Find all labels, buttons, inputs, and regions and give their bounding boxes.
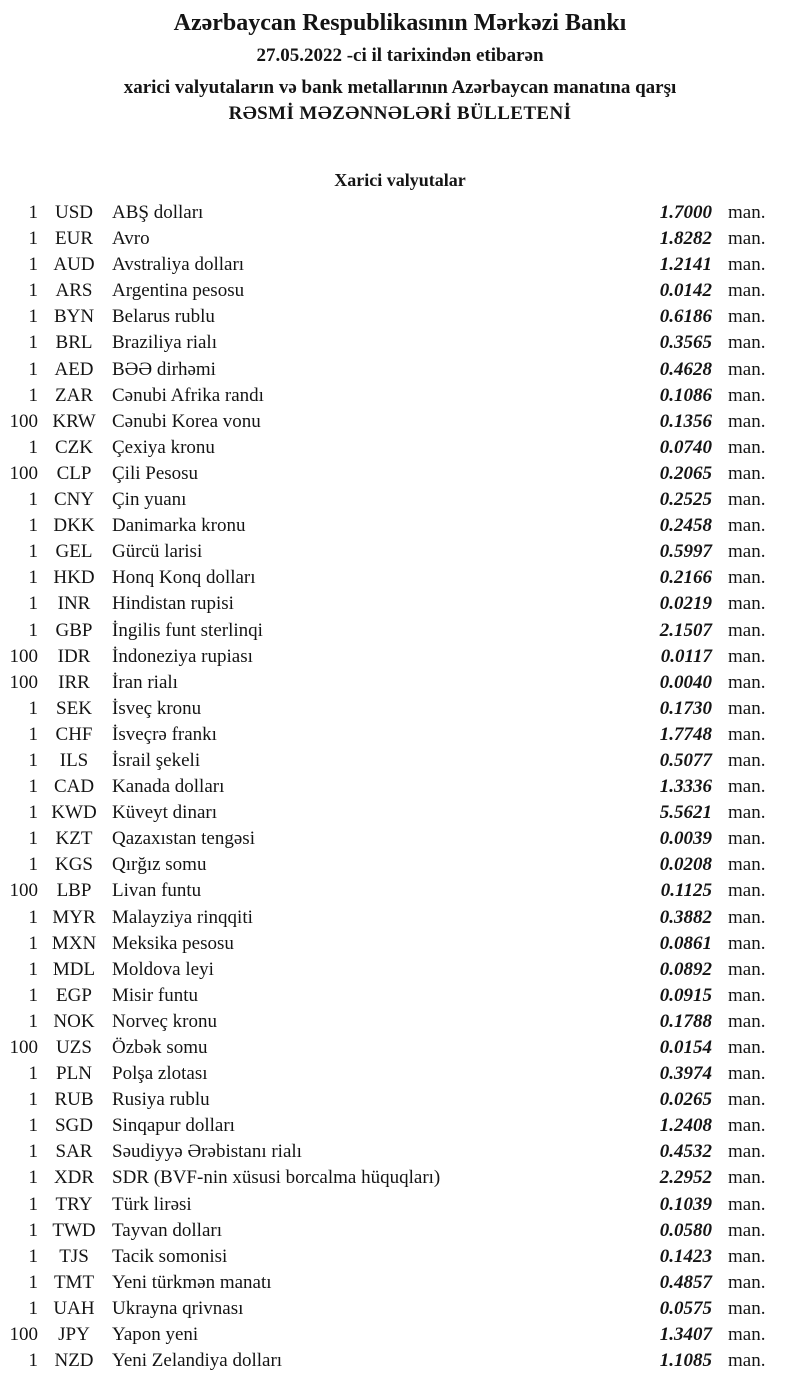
unit-label: man.: [728, 671, 766, 693]
unit-label: man.: [728, 723, 766, 745]
currency-code: BRL: [55, 332, 93, 354]
currency-name: Tayvan dolları: [112, 1219, 222, 1241]
unit-label: man.: [728, 1089, 766, 1111]
unit-label: man.: [728, 1350, 766, 1372]
nominal-amount: 100: [9, 410, 38, 432]
unit-label: man.: [728, 645, 766, 667]
rate-row: [0, 1009, 800, 1035]
currency-name: BƏƏ dirhəmi: [112, 358, 216, 380]
currency-name: İsveçrə frankı: [112, 723, 217, 745]
rate-row: [0, 644, 800, 670]
rate-value: 0.0154: [659, 1037, 712, 1058]
rate-row: [0, 1113, 800, 1139]
currency-name: Avstraliya dolları: [112, 254, 245, 276]
rate-value: 2.2952: [659, 1167, 712, 1189]
section-title-foreign-currencies: Xarici valyutalar: [334, 170, 466, 190]
effective-date-line: 27.05.2022 -ci il tarixindən etibarən: [256, 45, 544, 66]
unit-label: man.: [728, 410, 766, 432]
currency-name: Avro: [112, 228, 150, 250]
unit-label: man.: [728, 1115, 766, 1137]
unit-label: man.: [728, 254, 766, 276]
nominal-amount: 1: [28, 358, 38, 380]
currency-code: KRW: [52, 410, 96, 432]
rate-value: 0.1356: [659, 410, 712, 432]
currency-name: Özbək somu: [112, 1037, 208, 1058]
nominal-amount: 1: [28, 1193, 38, 1215]
currency-name: Norveç kronu: [112, 1010, 217, 1032]
currency-code: MXN: [51, 932, 97, 954]
unit-label: man.: [728, 202, 766, 223]
unit-label: man.: [728, 1141, 766, 1163]
currency-code: UZS: [56, 1037, 92, 1058]
nominal-amount: 100: [9, 1037, 38, 1058]
rate-row: [0, 1322, 800, 1348]
currency-code: CNY: [53, 489, 95, 511]
nominal-amount: 1: [28, 854, 38, 876]
rate-row: [0, 565, 800, 591]
currency-name: Cənubi Afrika randı: [112, 384, 264, 406]
rate-value: 0.0039: [659, 828, 712, 850]
rate-value: 0.5077: [659, 749, 712, 771]
nominal-amount: 1: [28, 1115, 38, 1137]
unit-label: man.: [728, 1167, 766, 1189]
rate-value: 0.4857: [659, 1271, 712, 1293]
currency-code: UAH: [53, 1297, 95, 1319]
rate-value: 1.8282: [659, 228, 712, 250]
rate-value: 1.1085: [659, 1350, 712, 1372]
currency-name: Argentina pesosu: [112, 280, 245, 302]
nominal-amount: 1: [28, 306, 38, 328]
unit-label: man.: [728, 228, 766, 250]
nominal-amount: 1: [28, 1141, 38, 1163]
rate-value: 0.4532: [659, 1141, 712, 1163]
nominal-amount: 100: [9, 462, 38, 484]
rate-row: [0, 461, 800, 487]
rate-value: 0.0117: [660, 645, 712, 667]
currency-code: CAD: [53, 776, 95, 798]
unit-label: man.: [728, 1219, 766, 1241]
nominal-amount: 1: [28, 384, 38, 406]
subtitle-line: xarici valyutaların və bank metallarının Azərbaycan manatına qarşı: [123, 77, 677, 98]
currency-name: ABŞ dolları: [112, 202, 204, 223]
rate-value: 0.0142: [659, 280, 712, 302]
currency-code: MYR: [52, 906, 96, 928]
rate-row: [0, 931, 800, 957]
currency-code: NOK: [53, 1010, 95, 1032]
currency-name: Sinqapur dolları: [112, 1115, 235, 1137]
nominal-amount: 1: [28, 619, 38, 641]
currency-name: Hindistan rupisi: [112, 593, 234, 615]
nominal-amount: 1: [28, 332, 38, 354]
currency-name: Moldova leyi: [112, 958, 214, 980]
currency-code: TJS: [59, 1245, 89, 1267]
rate-row: [0, 800, 800, 826]
rate-value: 1.2408: [659, 1115, 712, 1137]
currency-code: GBP: [55, 619, 93, 641]
nominal-amount: 1: [28, 515, 38, 537]
rate-row: [0, 304, 800, 330]
rate-row: [0, 1218, 800, 1244]
currency-name: İsrail şekeli: [112, 749, 201, 771]
exchange-rates-table: [0, 200, 800, 1374]
rate-row: [0, 278, 800, 304]
currency-code: IDR: [57, 645, 91, 667]
rate-row: [0, 357, 800, 383]
unit-label: man.: [728, 880, 766, 902]
nominal-amount: 100: [9, 671, 38, 693]
nominal-amount: 1: [28, 228, 38, 250]
currency-name: Tacik somonisi: [112, 1245, 228, 1267]
currency-code: MDL: [52, 958, 96, 980]
rate-row: [0, 618, 800, 644]
rate-value: 0.2525: [659, 489, 712, 511]
currency-code: AUD: [53, 254, 95, 276]
nominal-amount: 1: [28, 1271, 38, 1293]
rate-value: 0.0208: [659, 854, 712, 876]
rate-row: [0, 1348, 800, 1374]
nominal-amount: 1: [28, 1010, 38, 1032]
currency-name: Rusiya rublu: [112, 1089, 210, 1111]
nominal-amount: 1: [28, 254, 38, 276]
currency-name: Yeni türkmən manatı: [112, 1271, 272, 1293]
currency-code: RUB: [54, 1089, 94, 1111]
nominal-amount: 1: [28, 828, 38, 850]
currency-code: DKK: [53, 515, 95, 537]
unit-label: man.: [728, 515, 766, 537]
rate-row: [0, 409, 800, 435]
unit-label: man.: [728, 697, 766, 719]
currency-name: Malayziya rinqqiti: [112, 906, 253, 928]
currency-code: SEK: [56, 697, 92, 719]
rate-value: 0.0580: [659, 1219, 712, 1241]
nominal-amount: 1: [28, 723, 38, 745]
unit-label: man.: [728, 1010, 766, 1032]
currency-name: Gürcü larisi: [112, 541, 203, 563]
bulletin-title-line: RƏSMİ MƏZƏNNƏLƏRİ BÜLLETENİ: [228, 103, 572, 124]
currency-name: Qazaxıstan tengəsi: [112, 828, 255, 850]
nominal-amount: 1: [28, 567, 38, 589]
unit-label: man.: [728, 1324, 766, 1346]
currency-name: Honq Konq dolları: [112, 567, 256, 589]
unit-label: man.: [728, 462, 766, 484]
rate-row: [0, 1165, 800, 1191]
nominal-amount: 1: [28, 1219, 38, 1241]
rate-row: [0, 226, 800, 252]
rate-value: 0.1039: [659, 1193, 712, 1215]
currency-code: EGP: [56, 984, 92, 1006]
currency-name: SDR (BVF-nin xüsusi borcalma hüquqları): [112, 1167, 441, 1189]
unit-label: man.: [728, 776, 766, 798]
currency-code: EUR: [55, 228, 93, 250]
rate-value: 0.1086: [659, 384, 712, 406]
rate-value: 0.1125: [660, 880, 712, 902]
rate-value: 0.1730: [659, 697, 712, 719]
nominal-amount: 1: [28, 802, 38, 824]
currency-name: Çili Pesosu: [112, 462, 199, 484]
bulletin-header: [0, 0, 800, 126]
nominal-amount: 1: [28, 489, 38, 511]
nominal-amount: 1: [28, 749, 38, 771]
currency-name: Qırğız somu: [112, 854, 207, 876]
rate-value: 0.5997: [659, 541, 712, 563]
currency-name: Livan funtu: [112, 880, 202, 902]
rate-row: [0, 957, 800, 983]
rate-value: 5.5621: [659, 802, 712, 824]
currency-code: CZK: [55, 436, 93, 458]
currency-code: NZD: [54, 1350, 94, 1372]
currency-name: Ukrayna qrivnası: [112, 1297, 244, 1319]
nominal-amount: 1: [28, 1297, 38, 1319]
nominal-amount: 100: [9, 645, 38, 667]
rate-value: 0.2065: [659, 462, 712, 484]
rate-row: [0, 1244, 800, 1270]
currency-code: ARS: [55, 280, 93, 302]
currency-name: İran rialı: [112, 671, 178, 693]
rate-value: 0.0040: [659, 671, 712, 693]
currency-code: IRR: [58, 671, 90, 693]
unit-label: man.: [728, 958, 766, 980]
rate-row: [0, 252, 800, 278]
currency-name: Çexiya kronu: [112, 436, 215, 458]
unit-label: man.: [728, 1297, 766, 1319]
unit-label: man.: [728, 593, 766, 615]
currency-code: KGS: [54, 854, 93, 876]
unit-label: man.: [728, 749, 766, 771]
currency-code: LBP: [56, 880, 92, 902]
rate-row: [0, 1139, 800, 1165]
unit-label: man.: [728, 619, 766, 641]
unit-label: man.: [728, 1245, 766, 1267]
unit-label: man.: [728, 436, 766, 458]
nominal-amount: 1: [28, 436, 38, 458]
currency-name: Polşa zlotası: [112, 1063, 208, 1085]
unit-label: man.: [728, 906, 766, 928]
nominal-amount: 1: [28, 202, 38, 223]
unit-label: man.: [728, 828, 766, 850]
rate-row: [0, 1296, 800, 1322]
currency-code: SGD: [54, 1115, 93, 1137]
rate-row: [0, 905, 800, 931]
currency-name: İndoneziya rupiası: [112, 645, 253, 667]
nominal-amount: 1: [28, 697, 38, 719]
rate-row: [0, 539, 800, 565]
rate-value: 1.7748: [659, 723, 712, 745]
currency-code: TMT: [53, 1271, 95, 1293]
rate-row: [0, 1035, 800, 1061]
rate-value: 0.6186: [659, 306, 712, 328]
nominal-amount: 100: [9, 880, 38, 902]
rate-row: [0, 513, 800, 539]
nominal-amount: 1: [28, 984, 38, 1006]
currency-name: Yapon yeni: [112, 1324, 199, 1346]
rate-value: 1.2141: [659, 254, 712, 276]
nominal-amount: 1: [28, 776, 38, 798]
currency-name: Misir funtu: [112, 984, 199, 1006]
rate-row: [0, 748, 800, 774]
rate-value: 0.3882: [659, 906, 712, 928]
currency-code: TRY: [55, 1193, 93, 1215]
rate-row: [0, 1061, 800, 1087]
rate-value: 0.0740: [659, 436, 712, 458]
nominal-amount: 1: [28, 593, 38, 615]
currency-code: ZAR: [55, 384, 93, 406]
currency-code: CLP: [56, 462, 92, 484]
unit-label: man.: [728, 802, 766, 824]
currency-name: Kanada dolları: [112, 776, 225, 798]
currency-name: Yeni Zelandiya dolları: [112, 1350, 283, 1372]
currency-code: HKD: [53, 567, 95, 589]
unit-label: man.: [728, 932, 766, 954]
currency-code: GEL: [55, 541, 93, 563]
rate-value: 0.2458: [659, 515, 712, 537]
currency-code: KWD: [51, 802, 97, 824]
rate-value: 0.0861: [659, 932, 712, 954]
rate-value: 0.1423: [659, 1245, 712, 1267]
rate-value: 1.7000: [659, 202, 712, 223]
nominal-amount: 1: [28, 1063, 38, 1085]
rate-row: [0, 852, 800, 878]
rate-row: [0, 774, 800, 800]
nominal-amount: 1: [28, 280, 38, 302]
currency-name: Braziliya rialı: [112, 332, 217, 354]
unit-label: man.: [728, 1271, 766, 1293]
currency-code: USD: [54, 202, 93, 223]
currency-name: İsveç kronu: [112, 697, 202, 719]
rate-row: [0, 983, 800, 1009]
currency-code: XDR: [53, 1167, 95, 1189]
nominal-amount: 1: [28, 1089, 38, 1111]
unit-label: man.: [728, 358, 766, 380]
rate-value: 1.3336: [659, 776, 712, 798]
rate-row: [0, 383, 800, 409]
currency-name: Cənubi Korea vonu: [112, 410, 261, 432]
rate-value: 0.0575: [659, 1297, 712, 1319]
currency-code: PLN: [56, 1063, 92, 1085]
currency-code: SAR: [55, 1141, 93, 1163]
nominal-amount: 1: [28, 958, 38, 980]
rate-row: [0, 1192, 800, 1218]
currency-code: KZT: [55, 828, 93, 850]
currency-code: BYN: [53, 306, 95, 328]
rate-value: 0.1788: [659, 1010, 712, 1032]
rate-value: 0.3974: [659, 1063, 712, 1085]
rate-row: [0, 1270, 800, 1296]
nominal-amount: 1: [28, 541, 38, 563]
unit-label: man.: [728, 541, 766, 563]
rate-row: [0, 878, 800, 904]
rate-value: 0.2166: [659, 567, 712, 589]
unit-label: man.: [728, 1193, 766, 1215]
unit-label: man.: [728, 567, 766, 589]
nominal-amount: 1: [28, 932, 38, 954]
rate-value: 2.1507: [659, 619, 712, 641]
rate-value: 1.3407: [659, 1324, 712, 1346]
rate-row: [0, 696, 800, 722]
currency-name: Səudiyyə Ərəbistanı rialı: [112, 1141, 302, 1163]
rate-row: [0, 435, 800, 461]
rate-value: 0.3565: [659, 332, 712, 354]
rate-row: [0, 1087, 800, 1113]
nominal-amount: 1: [28, 1167, 38, 1189]
unit-label: man.: [728, 854, 766, 876]
currency-code: JPY: [58, 1324, 90, 1346]
rate-row: [0, 670, 800, 696]
currency-name: İngilis funt sterlinqi: [112, 619, 263, 641]
rate-value: 0.0915: [659, 984, 712, 1006]
currency-name: Çin yuanı: [112, 489, 187, 511]
rate-row: [0, 591, 800, 617]
currency-code: CHF: [55, 723, 93, 745]
nominal-amount: 1: [28, 1350, 38, 1372]
rate-row: [0, 487, 800, 513]
unit-label: man.: [728, 1063, 766, 1085]
unit-label: man.: [728, 280, 766, 302]
unit-label: man.: [728, 306, 766, 328]
currency-code: ILS: [59, 749, 89, 771]
rate-value: 0.0265: [659, 1089, 712, 1111]
currency-code: INR: [57, 593, 91, 615]
rate-row: [0, 722, 800, 748]
nominal-amount: 1: [28, 1245, 38, 1267]
currency-name: Küveyt dinarı: [112, 802, 218, 824]
currency-name: Belarus rublu: [112, 306, 215, 328]
currency-name: Danimarka kronu: [112, 515, 246, 537]
rate-row: [0, 826, 800, 852]
bank-title: Azərbaycan Respublikasının Mərkəzi Bankı: [173, 10, 627, 36]
currency-name: Meksika pesosu: [112, 932, 234, 954]
rate-value: 0.4628: [659, 358, 712, 380]
currency-name: Türk lirəsi: [112, 1193, 192, 1215]
rate-row: [0, 200, 800, 226]
currency-code: AED: [54, 358, 94, 380]
rate-row: [0, 330, 800, 356]
unit-label: man.: [728, 984, 766, 1006]
unit-label: man.: [728, 332, 766, 354]
nominal-amount: 1: [28, 906, 38, 928]
rate-value: 0.0219: [659, 593, 712, 615]
unit-label: man.: [728, 489, 766, 511]
rate-value: 0.0892: [659, 958, 712, 980]
currency-code: TWD: [52, 1219, 96, 1241]
nominal-amount: 100: [9, 1324, 38, 1346]
unit-label: man.: [728, 1037, 766, 1058]
unit-label: man.: [728, 384, 766, 406]
